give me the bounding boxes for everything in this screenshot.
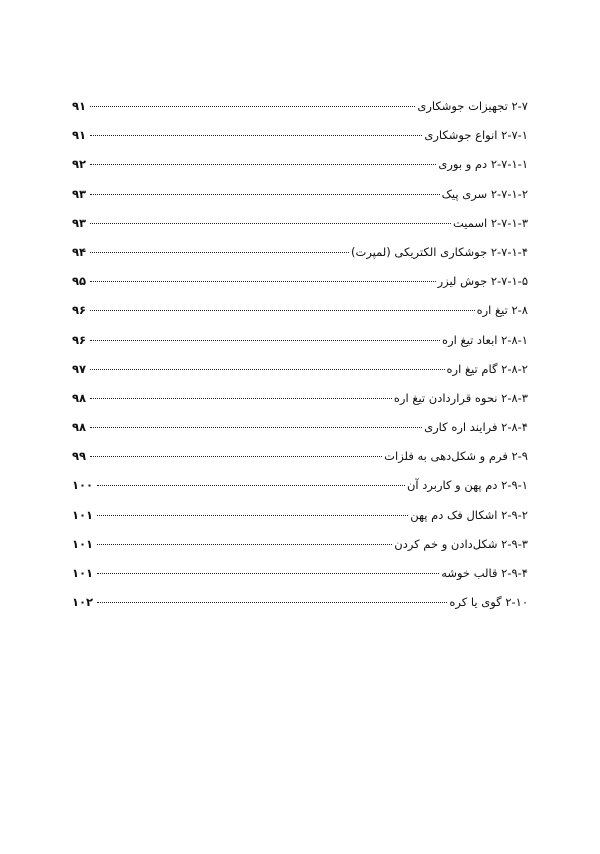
toc-entry-page-number: ۱۰۱ bbox=[72, 566, 94, 580]
toc-entry-page-number: ۱۰۲ bbox=[72, 595, 94, 610]
toc-entry-title: ۲-۸-۱ ابعاد تیغ اره bbox=[442, 332, 528, 347]
dot-leader bbox=[90, 135, 422, 136]
toc-entry-title: ۲-۸-۴ فرایند اره کاری bbox=[424, 420, 528, 435]
dot-leader bbox=[90, 194, 440, 195]
toc-entry-title: ۲-۱۰ گوی یا کره bbox=[449, 595, 528, 610]
dot-leader bbox=[90, 456, 382, 457]
toc-entry[interactable] bbox=[72, 121, 528, 150]
dot-leader bbox=[90, 340, 440, 341]
toc-entry-page-number: ۱۰۱ bbox=[72, 536, 94, 551]
toc-entry-title: ۲-۹-۲ اشکال فک دم پهن bbox=[410, 507, 528, 522]
toc-entry[interactable] bbox=[72, 150, 528, 179]
toc-entry-page-number: ۹۶ bbox=[72, 332, 87, 347]
toc-entry[interactable] bbox=[72, 180, 528, 209]
toc-entry[interactable] bbox=[72, 209, 528, 238]
toc-entry-page-number: ۹۱ bbox=[72, 128, 87, 143]
toc-entry-title: ۲-۹-۴ قالب خوشه bbox=[441, 566, 528, 580]
toc-entry-page-number: ۹۳ bbox=[72, 215, 87, 230]
toc-entry[interactable] bbox=[72, 588, 528, 617]
toc-entry-title: ۲-۷ تجهیزات جوشکاری bbox=[417, 99, 528, 113]
dot-leader bbox=[90, 164, 436, 165]
table-of-contents bbox=[72, 92, 528, 617]
dot-leader bbox=[90, 427, 422, 428]
toc-entry[interactable] bbox=[72, 501, 528, 530]
toc-entry-title: ۲-۷-۱-۳ اسمیت bbox=[452, 215, 528, 230]
toc-entry-title: ۲-۷-۱-۵ جوش لیزر bbox=[437, 274, 528, 289]
toc-entry[interactable] bbox=[72, 530, 528, 559]
dot-leader bbox=[90, 223, 451, 224]
toc-entry-title: ۲-۷-۱-۴ جوشکاری الکتریکی (لمپرت) bbox=[351, 244, 528, 259]
dot-leader bbox=[90, 106, 415, 107]
toc-entry-page-number: ۹۱ bbox=[72, 99, 87, 113]
dot-leader bbox=[90, 252, 349, 253]
toc-entry-title: ۲-۷-۱-۲ سری پیک bbox=[441, 186, 528, 201]
toc-entry[interactable] bbox=[72, 92, 528, 121]
dot-leader bbox=[90, 281, 436, 282]
toc-entry-page-number: ۹۷ bbox=[72, 361, 87, 376]
toc-entry[interactable] bbox=[72, 296, 528, 325]
toc-entry-title: ۲-۹-۱ دم پهن و کاربرد آن bbox=[406, 478, 528, 493]
dot-leader bbox=[97, 485, 405, 486]
toc-entry[interactable] bbox=[72, 413, 528, 442]
toc-entry-title: ۲-۸-۳ نحوه قراردادن تیغ اره bbox=[393, 390, 528, 405]
toc-entry[interactable] bbox=[72, 384, 528, 413]
dot-leader bbox=[97, 573, 439, 574]
toc-entry-page-number: ۹۲ bbox=[72, 157, 87, 172]
dot-leader bbox=[97, 602, 447, 603]
dot-leader bbox=[97, 515, 408, 516]
dot-leader bbox=[90, 369, 444, 370]
toc-entry[interactable] bbox=[72, 238, 528, 267]
dot-leader bbox=[97, 544, 392, 545]
toc-entry-title: ۲-۷-۱-۱ دم و بوری bbox=[438, 157, 528, 172]
toc-entry-page-number: ۹۵ bbox=[72, 274, 87, 289]
toc-entry-page-number: ۱۰۱ bbox=[72, 507, 94, 522]
toc-entry[interactable] bbox=[72, 471, 528, 500]
toc-entry-page-number: ۱۰۰ bbox=[72, 478, 94, 493]
toc-entry-page-number: ۹۴ bbox=[72, 244, 87, 259]
toc-entry-page-number: ۹۸ bbox=[72, 390, 87, 405]
toc-entry-page-number: ۹۶ bbox=[72, 303, 87, 318]
toc-entry[interactable] bbox=[72, 326, 528, 355]
dot-leader bbox=[90, 398, 392, 399]
toc-entry-page-number: ۹۸ bbox=[72, 420, 87, 435]
toc-entry-title: ۲-۷-۱ انواع جوشکاری bbox=[424, 128, 528, 143]
toc-entry[interactable] bbox=[72, 442, 528, 471]
toc-entry[interactable] bbox=[72, 267, 528, 296]
toc-entry-page-number: ۹۳ bbox=[72, 186, 87, 201]
toc-entry[interactable] bbox=[72, 559, 528, 588]
toc-entry-title: ۲-۹ فرم و شکل‌دهی به فلزات bbox=[384, 449, 528, 464]
toc-entry-title: ۲-۹-۳ شکل‌دادن و خم کردن bbox=[394, 536, 528, 551]
dot-leader bbox=[90, 310, 475, 311]
toc-entry-title: ۲-۸-۲ گام تیغ اره bbox=[446, 361, 528, 376]
toc-entry-page-number: ۹۹ bbox=[72, 449, 87, 464]
toc-entry-title: ۲-۸ تیغ اره bbox=[476, 303, 528, 318]
toc-entry[interactable] bbox=[72, 355, 528, 384]
